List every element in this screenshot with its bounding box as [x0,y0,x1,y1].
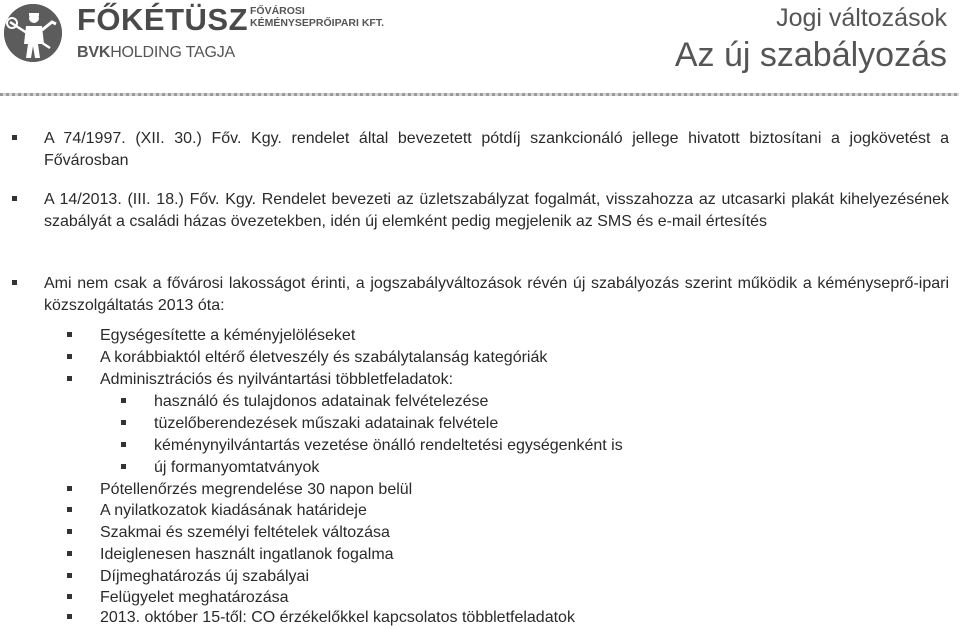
sub-bullet-text: Ideiglenesen használt ingatlanok fogalma [100,546,394,563]
sub-bullet-item [100,325,940,347]
sub-sub-bullet-text: új formanyomtatványok [154,459,320,476]
bullet-item [44,273,949,316]
sub-sub-bullet-item [154,435,934,457]
sub-bullet-item [100,544,940,566]
sub-bullet-text: Díjmeghatározás új szabályai [100,568,309,585]
bullet-text: A 74/1997. (XII. 30.) Főv. Kgy. rendelet által bevezetett pótdíj szankcionáló jellege hivatott biztosítani a jogkövetést a Fővárosban [44,130,949,169]
square-bullet-icon [67,376,72,381]
bullet-item [44,128,949,171]
sub-bullet-item [100,522,940,544]
slide-title: Az új szabályozás [674,36,947,74]
sub-bullet-text: 2013. október 15-től: CO érzékelőkkel kapcsolatos többletfeladatok [100,609,575,626]
holding-membership [77,44,235,62]
square-bullet-icon [12,280,17,285]
sub-bullet-item [100,369,940,391]
square-bullet-icon [12,135,17,140]
sub-bullet-text: Adminisztrációs és nyilvántartási többletfeladatok: [100,371,454,388]
square-bullet-icon [121,442,126,447]
sub-bullet-text: Pótellenőrzés megrendelése 30 napon belül [100,481,413,498]
sub-bullet-text: Szakmai és személyi feltételek változása [100,524,390,541]
sub-sub-bullet-item [154,457,934,479]
chimney-sweep-logo-icon [4,4,62,62]
sub-bullet-text: Felügyelet meghatározása [100,589,289,606]
brand-subtitle [250,5,384,29]
square-bullet-icon [67,354,72,359]
sub-sub-bullet-item [154,391,934,413]
brand-subtitle-line2: KÉMÉNYSEPRŐIPARI KFT. [250,17,384,29]
square-bullet-icon [67,551,72,556]
bullet-text: A 14/2013. (III. 18.) Főv. Kgy. Rendelet bevezeti az üzletszabályzat fogalmát, visszahozza az utcasarki plakát kihelyezésének szabályát a családi házas övezetekben, idén új elemként pedig megjelenik az SMS és e-mail értesítés [44,191,949,230]
bullet-item [44,189,949,232]
square-bullet-icon [67,594,72,599]
square-bullet-icon [121,398,126,403]
square-bullet-icon [67,332,72,337]
square-bullet-icon [67,614,72,619]
sub-bullet-item [100,347,940,369]
sub-bullet-text: A korábbiaktól eltérő életveszély és szabálytalanság kategóriák [100,349,548,366]
sub-bullet-item [100,500,940,522]
sub-bullet-item [100,479,940,501]
brand-subtitle-line1: FŐVÁROSI [250,5,305,17]
holding-name: HOLDING [110,44,182,61]
sub-sub-bullet-text: kéménynyilvántartás vezetése önálló rendeltetési egységenként is [154,437,623,454]
square-bullet-icon [67,507,72,512]
sub-bullet-item [100,607,940,629]
square-bullet-icon [121,464,126,469]
sub-bullet-item [100,566,940,588]
square-bullet-icon [12,196,17,201]
sub-bullet-text: A nyilatkozatok kiadásának határideje [100,502,367,519]
bullet-text: Ami nem csak a fővárosi lakosságot érinti, a jogszabályváltozások révén új szabályozás szerint működik a kéményseprő-ipari közszolgáltatás 2013 óta: [44,275,949,314]
brand-name: FŐKÉTÜSZ [77,2,249,37]
square-bullet-icon [67,573,72,578]
square-bullet-icon [67,486,72,491]
holding-tail: TAGJA [181,44,236,61]
header-divider [0,93,959,96]
slide-section-title: Jogi változások [776,4,947,32]
sub-bullet-item [100,587,940,609]
holding-bold: BVK [77,44,111,61]
sub-sub-bullet-text: használó és tulajdonos adatainak felvételezése [154,393,489,410]
square-bullet-icon [67,529,72,534]
sub-sub-bullet-text: tüzelőberendezések műszaki adatainak felvétele [154,415,499,432]
sub-bullet-text: Egységesítette a kéményjelöléseket [100,327,356,344]
square-bullet-icon [121,420,126,425]
sub-sub-bullet-item [154,413,934,435]
logo-area [0,0,420,92]
